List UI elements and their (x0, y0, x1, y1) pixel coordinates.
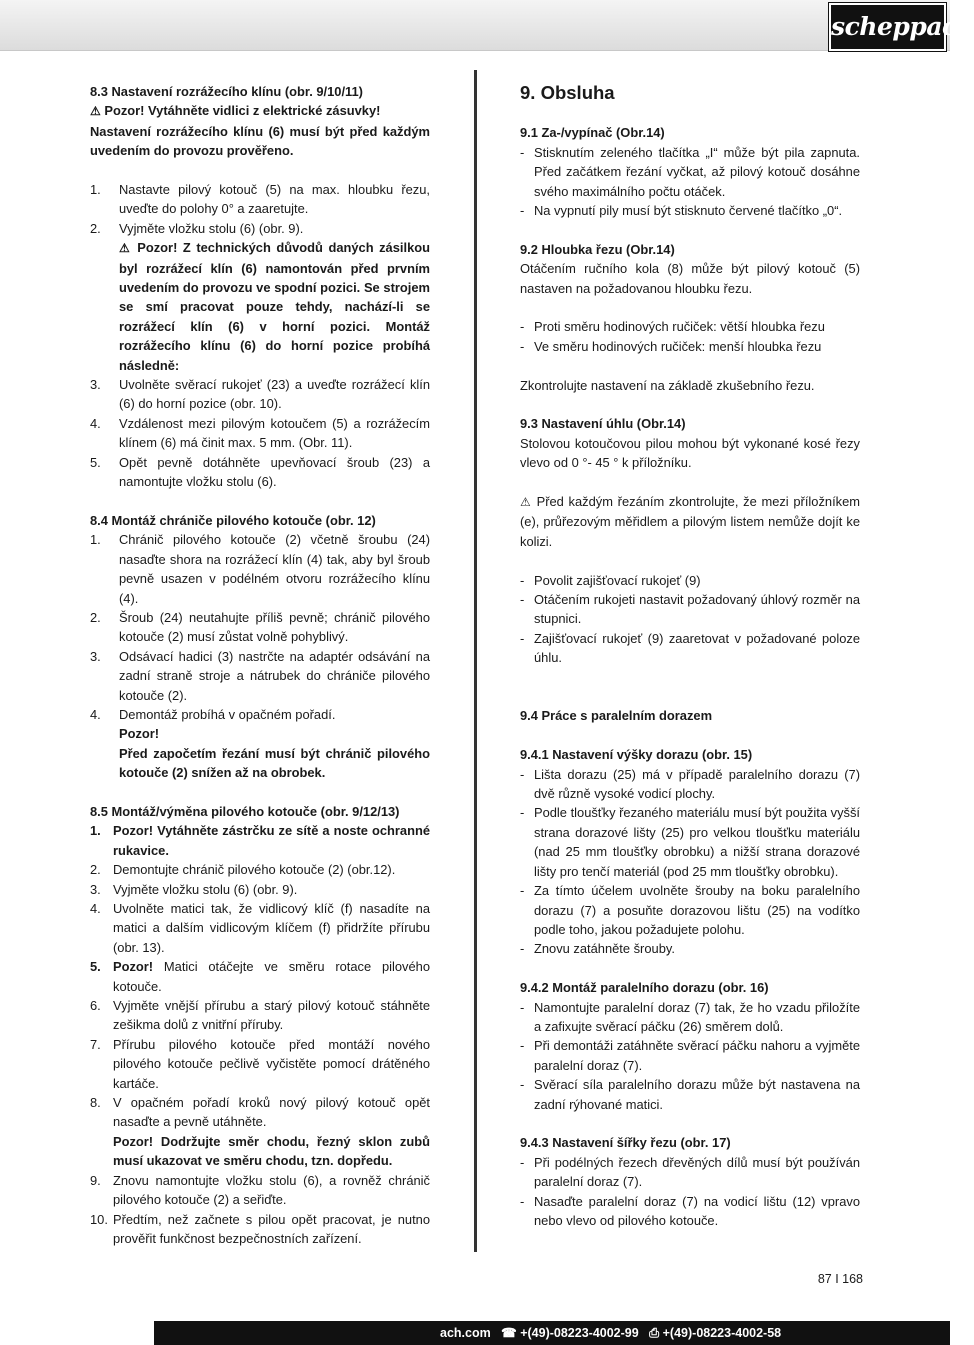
list-text: Namontujte paralelní doraz (7) tak, že ho vzadu přiložíte a zafixujte svěrací páčku (26) směrem dolů. (534, 999, 860, 1034)
list-item (520, 317, 860, 336)
list-item (520, 590, 860, 629)
list-item (90, 1171, 430, 1210)
note-text: Před započetím řezání musí být chránič pilového kotouče (2) snížen až na obrobek. (119, 745, 430, 781)
list-text: Na vypnutí pily musí být stisknuto červené tlačítko „0“. (534, 203, 843, 219)
list-item (90, 647, 430, 705)
list-item (520, 571, 860, 590)
list-item (520, 143, 860, 201)
list-marker: - (520, 941, 525, 957)
list-item: 5. Pozor! Matici otáčejte ve směru rotace pilového kotouče. (90, 959, 430, 994)
list-item (90, 880, 430, 899)
list-marker: 8. (90, 1095, 101, 1111)
list-text: Šroub (24) neutahujte příliš pevně; chránič pilového kotouče (2) musí zůstat volně pohyblivý. (119, 609, 430, 645)
list-marker: - (520, 999, 525, 1015)
list-item (520, 765, 860, 804)
list-marker: 3. (90, 648, 101, 664)
section-9-4-3-title: 9.4.3 Nastavení šířky řezu (obr. 17) (520, 1135, 731, 1151)
list-text: Proti směru hodinových ručiček: větší hloubka řezu (534, 319, 825, 335)
list-marker: 4. (90, 901, 101, 917)
list-item (520, 629, 860, 668)
list-item (520, 1075, 860, 1114)
list-text: Podle tloušťky řezaného materiálu musí být použita vyšší strana dorazové lišty (25) pro velkou tloušťku materiálu (nad 25 mm tloušťky obrobku) a nižší strana dorazové lišty pro tenčí materiál (pod 25 mm tloušťky obrobku). (534, 805, 860, 879)
phone-number: +(49)-08223-4002-99 (520, 1326, 639, 1340)
list-marker: - (520, 1193, 525, 1209)
fax-icon: ⎙ (649, 1326, 660, 1340)
list-text: Ve směru hodinových ručiček: menší hloubka řezu (534, 338, 822, 354)
warning-note: ⚠ Pozor! Z technických důvodů daných zásilkou byl rozrážecí klín (6) namontován před prvním uvedením do provozu ve spodní pozici. Se strojem se smí pracovat pouze tehdy, nachází-li se rozrážecí klín (6) v horní pozici. Montáž rozrážecího klínu (6) do horní pozice probíhá následně: (119, 240, 430, 373)
list-marker: - (520, 630, 525, 646)
list-text: Vyjměte vnější přírubu a starý pilový kotouč stáhněte zešikma dolů z vnitřní příruby. (113, 998, 430, 1033)
list-text: Demontujte chránič pilového kotouče (2) (obr.12). (113, 862, 396, 878)
list-text: Znovu namontujte vložku stolu (6), a rovněž chránič pilového kotouče (2) a seřiďte. (113, 1172, 430, 1208)
page-number: 87 I 168 (817, 1272, 863, 1286)
section-intro: Stolovou kotoučovou pilou mohou být vykonané kosé řezy vlevo od 0 °- 45 ° k příložníku. (520, 435, 860, 471)
list-text: Uvolněte svěrací rukojeť (23) a uveďte rozrážecí klín (6) do horní pozice (obr. 10). (119, 377, 430, 412)
list-marker: 3. (90, 377, 101, 393)
footer-white-block (0, 1321, 154, 1345)
list-item (520, 803, 860, 881)
warning-triangle-icon: ⚠ (119, 241, 132, 256)
list-item (90, 414, 430, 453)
note-title: Pozor! (119, 726, 160, 742)
list-marker: - (520, 592, 525, 608)
check-text: Zkontrolujte nastavení na základě zkušebního řezu. (520, 377, 815, 393)
list-marker: 10. (90, 1211, 108, 1227)
chapter-title: 9. Obsluha (520, 82, 615, 103)
list-marker: 5. (90, 454, 101, 470)
list-text: Při demontáži zatáhněte svěrací páčku nahoru a vyjměte paralelní doraz (7). (534, 1038, 860, 1073)
list-item (90, 608, 430, 647)
list-marker: 2. (90, 220, 101, 236)
list-item (90, 219, 430, 238)
list-item (520, 1192, 860, 1231)
list-text: Při podélných řezech dřevěných dílů musí být používán paralelní doraz (7). (534, 1154, 860, 1190)
section-9-4-1-title: 9.4.1 Nastavení výšky dorazu (obr. 15) (520, 747, 753, 763)
list-text: Zajišťovací rukojeť (9) zaaretovat v požadované poloze úhlu. (534, 630, 860, 666)
footer-contact (440, 1321, 781, 1345)
section-8-5-title: 8.5 Montáž/výměna pilového kotouče (obr. 9/12/13) (90, 803, 400, 819)
warning-note: ⚠ Pozor! Vytáhněte vidlici z elektrické zásuvky! (90, 103, 381, 119)
list-marker: 1. (90, 532, 101, 548)
list-marker: - (520, 766, 525, 782)
list-item (520, 998, 860, 1037)
right-column (520, 82, 860, 1230)
list-item (90, 1093, 430, 1132)
list-text: Demontáž probíhá v opačném pořadí. (119, 706, 336, 722)
phone-icon: ☎ (501, 1326, 517, 1340)
section-9-3-title: 9.3 Nastavení úhlu (Obr.14) (520, 416, 686, 432)
list-item (520, 881, 860, 939)
list-text: Otáčením rukojeti nastavit požadovaný úhlový rozměr na stupnici. (534, 592, 860, 627)
list-marker: - (520, 1038, 525, 1054)
list-item (90, 996, 430, 1035)
section-9-4-2-title: 9.4.2 Montáž paralelního dorazu (obr. 16) (520, 980, 769, 996)
list-item (90, 1210, 430, 1249)
list-marker: 4. (90, 415, 101, 431)
list-text: Znovu zatáhněte šrouby. (534, 941, 675, 957)
list-text: Přírubu pilového kotouče před montáží nového pilového kotouče pečlivě vyčistěte pomocí drátěného kartáče. (113, 1036, 430, 1091)
section-intro: Nastavení rozrážecího klínu (6) musí být před každým uvedením do provozu prověřeno. (90, 123, 430, 159)
list-text: Vyjměte vložku stolu (6) (obr. 9). (119, 220, 304, 236)
list-text: Stisknutím zeleného tlačítka „I“ může být pila zapnuta. Před začátkem řezání vyčkat, až pilový kotouč dosáhne svého maximálního počtu otáček. (534, 144, 860, 199)
list-marker: - (520, 883, 525, 899)
section-8-4-title: 8.4 Montáž chrániče pilového kotouče (obr. 12) (90, 512, 376, 528)
warning-note: ⚠ Před každým řezáním zkontrolujte, že mezi příložníkem (e), průřezovým měřidlem a pilovým listem nemůže dojít ke kolizi. (520, 494, 860, 549)
list-item (90, 375, 430, 414)
list-item (520, 1153, 860, 1192)
list-text: Chránič pilového kotouče (2) včetně šroubu (24) nasaďte shora na rozrážecí klín (4) tak, aby byl šroub pevně usazen v podélném otvoru rozrážecího klínu (4). (119, 532, 430, 606)
header-band (0, 0, 950, 51)
list-text: V opačném pořadí kroků nový pilový kotouč opět nasaďte a pevně utáhněte. (113, 1095, 430, 1130)
list-item: 1. Pozor! Vytáhněte zástrčku ze sítě a noste ochranné rukavice. (90, 823, 430, 858)
list-marker: - (520, 144, 525, 160)
brand-logo: scheppach (829, 3, 946, 51)
list-item (520, 1036, 860, 1075)
list-marker: 4. (90, 706, 101, 722)
list-text: Uvolněte matici tak, že vidlicový klíč (f) nasadíte na matici a dalším vidlicovým klíčem (f) přidržíte přírubu (obr. 13). (113, 901, 430, 955)
list-text: Vzdálenost mezi pilovým kotoučem (5) a rozrážecím klínem (6) má činit max. 5 mm. (Obr. 11). (119, 415, 430, 451)
list-marker: - (520, 805, 525, 821)
list-item (90, 1035, 430, 1093)
list-item (90, 453, 430, 492)
list-item (90, 860, 430, 879)
list-text: Opět pevně dotáhněte upevňovací šroub (23) a namontujte vložku stolu (6). (119, 454, 430, 490)
left-column (90, 82, 430, 1248)
note-text: Pozor! Dodržujte směr chodu, řezný sklon zubů musí ukazovat ve směru chodu, tzn. dopředu. (113, 1133, 430, 1169)
section-9-1-title: 9.1 Za-/vypínač (Obr.14) (520, 125, 665, 141)
warning-triangle-icon: ⚠ (520, 495, 532, 510)
list-text: Za tímto účelem uvolněte šrouby na boku paralelního dorazu (7) a posuňte dorazovou lištu (25) na vodítko podle toho, jakou požadujete polohu. (534, 883, 860, 937)
list-text: Předtím, než začnete s pilou opět pracovat, je nutno prověřit funkčnost bezpečnostních zařízení. (113, 1211, 430, 1246)
section-9-4-title: 9.4 Práce s paralelním dorazem (520, 708, 713, 724)
list-marker: - (520, 203, 525, 219)
fax-number: +(49)-08223-4002-58 (662, 1326, 782, 1340)
list-marker: 7. (90, 1036, 101, 1052)
list-item (520, 337, 860, 356)
section-8-3-title: 8.3 Nastavení rozrážecího klínu (obr. 9/10/11) (90, 84, 363, 99)
list-item (90, 180, 430, 219)
website-link[interactable]: ach.com (440, 1326, 491, 1340)
list-text: Lišta dorazu (25) má v případě paralelního dorazu (7) dvě různě vysoké vodicí plochy. (534, 766, 860, 802)
list-marker: 3. (90, 881, 101, 897)
column-divider (474, 70, 477, 1252)
list-item (90, 705, 430, 724)
list-text: Nastavte pilový kotouč (5) na max. hloubku řezu, uveďte do polohy 0° a zaaretujte. (119, 182, 430, 217)
list-text: Vyjměte vložku stolu (6) (obr. 9). (113, 881, 298, 897)
list-item (520, 939, 860, 958)
list-text: Nasaďte paralelní doraz (7) na vodicí lištu (12) vpravo nebo vlevo od pilového kotouče. (534, 1193, 860, 1228)
list-marker: - (520, 1154, 525, 1170)
section-9-2-title: 9.2 Hloubka řezu (Obr.14) (520, 241, 675, 257)
list-item (90, 530, 430, 608)
list-marker: 9. (90, 1172, 101, 1188)
footer-bar (0, 1321, 950, 1345)
list-marker: 2. (90, 609, 101, 625)
list-marker: 2. (90, 862, 101, 878)
list-marker: 6. (90, 998, 101, 1014)
section-intro: Otáčením ručního kola (8) může být pilový kotouč (5) nastaven na požadovanou hloubku řezu. (520, 261, 860, 296)
list-text: Povolit zajišťovací rukojeť (9) (534, 572, 701, 588)
warning-triangle-icon: ⚠ (90, 104, 101, 119)
list-item (520, 201, 860, 220)
list-marker: - (520, 1077, 525, 1093)
list-marker: - (520, 338, 525, 354)
list-item (90, 899, 430, 957)
list-marker: - (520, 319, 525, 335)
list-text: Svěrací síla paralelního dorazu může být nastavena na zadní rýhované matici. (534, 1077, 860, 1112)
list-text: Odsávací hadici (3) nastrčte na adaptér odsávání na zadní straně stroje a nátrubek do chrániče pilového kotouče (2). (119, 648, 430, 703)
list-marker: 1. (90, 182, 101, 198)
list-marker: - (520, 572, 525, 588)
